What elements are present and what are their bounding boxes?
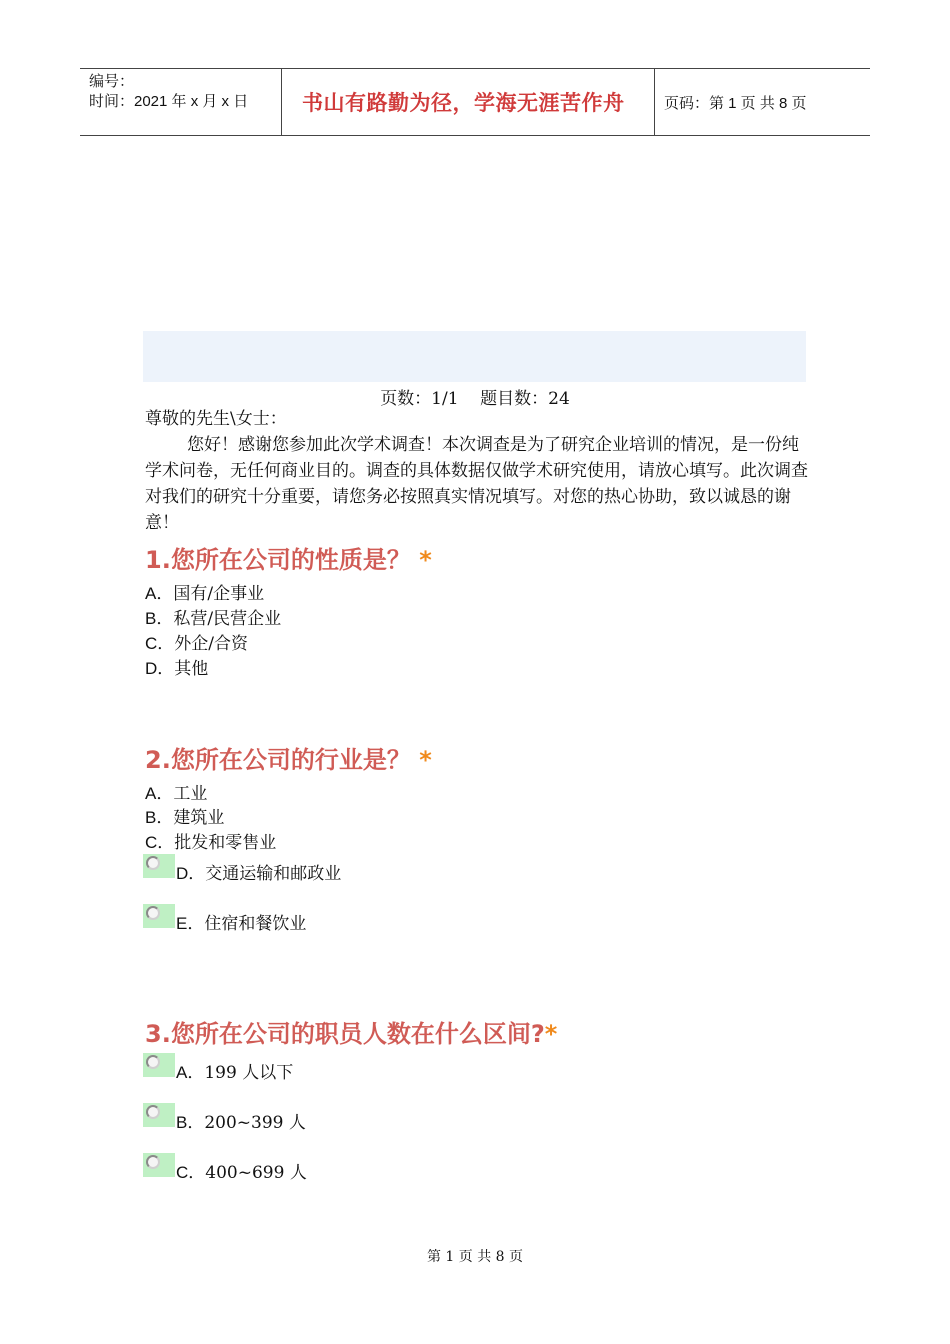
- option-letter: C．: [145, 634, 175, 653]
- radio-icon[interactable]: [143, 904, 175, 928]
- option[interactable]: [145, 607, 281, 631]
- option-label: 私营/民营企业: [173, 609, 282, 629]
- radio-icon[interactable]: [143, 854, 175, 878]
- option-label: 国有/企事业: [173, 584, 265, 604]
- option[interactable]: [145, 657, 208, 681]
- page-footer: 第 1 页 共 8 页: [426, 1249, 524, 1265]
- header-meta: [80, 69, 281, 135]
- option-label: 工业: [173, 784, 208, 804]
- required-star: *: [419, 746, 432, 774]
- option-letter: C．: [176, 1163, 206, 1182]
- radio-option[interactable]: [143, 1103, 306, 1135]
- option-label: 住宿和餐饮业: [204, 914, 307, 934]
- option-letter: E．: [176, 914, 205, 933]
- option-letter: C．: [145, 833, 175, 852]
- option-label: 外企/合资: [174, 634, 249, 654]
- header-motto: 书山有路勤为径，学海无涯苦作舟: [281, 69, 655, 135]
- question-title: [145, 540, 432, 575]
- survey-banner: [143, 331, 806, 382]
- required-star: *: [419, 546, 432, 574]
- radio-icon[interactable]: [143, 1153, 175, 1177]
- question-text: 2.您所在公司的行业是？: [145, 746, 411, 774]
- greeting: 尊敬的先生\女士：: [145, 409, 287, 429]
- option-letter: B．: [145, 609, 174, 628]
- option-letter: B．: [145, 808, 174, 827]
- option-label: 200~399 人: [204, 1113, 306, 1133]
- option-letter: A．: [145, 584, 174, 603]
- radio-icon[interactable]: [143, 1053, 175, 1077]
- option-letter: B．: [176, 1113, 205, 1132]
- option[interactable]: [145, 782, 207, 806]
- option-label: 交通运输和邮政业: [205, 864, 342, 884]
- question-title: [145, 740, 432, 775]
- radio-icon[interactable]: [143, 1103, 175, 1127]
- intro-text: 您好！感谢您参加此次学术调查！本次调查是为了研究企业培训的情况，是一份纯学术问卷，无任何商业目的。调查的具体数据仅做学术研究使用，请放心填写。此次调查对我们的研究十分重要，请您务必按照真实情况填写。对您的热心协助，致以诚恳的谢意！: [145, 435, 808, 533]
- option-letter: A．: [176, 1063, 205, 1082]
- header-page-label: 页码：第 1 页 共 8 页: [664, 94, 807, 112]
- option-letter: D．: [145, 659, 175, 678]
- option[interactable]: [145, 582, 264, 606]
- page-info: 页数：1/1 题目数：24: [380, 389, 570, 409]
- option-letter: D．: [176, 864, 206, 883]
- question-text: 1.您所在公司的性质是？: [145, 546, 411, 574]
- option-label: 其他: [174, 659, 209, 679]
- radio-option[interactable]: [143, 1153, 307, 1185]
- option-label: 批发和零售业: [174, 833, 277, 853]
- option-label: 199 人以下: [204, 1063, 294, 1083]
- number-label: 编号：: [89, 73, 135, 90]
- question-title: [145, 1014, 557, 1049]
- time-label: 时间：2021 年 x 月 x 日: [89, 93, 249, 110]
- document-header: [80, 68, 870, 136]
- survey-intro: [145, 406, 810, 536]
- option[interactable]: [145, 632, 248, 656]
- required-star: *: [544, 1020, 558, 1048]
- question-text: 3.您所在公司的职员人数在什么区间?: [145, 1020, 545, 1048]
- option-label: 400~699 人: [205, 1163, 307, 1183]
- radio-option[interactable]: [143, 904, 306, 936]
- radio-option[interactable]: [143, 854, 341, 886]
- option-label: 建筑业: [173, 808, 225, 828]
- option[interactable]: [145, 806, 224, 830]
- radio-option[interactable]: [143, 1053, 293, 1085]
- option-letter: A．: [145, 784, 174, 803]
- option[interactable]: [145, 831, 276, 855]
